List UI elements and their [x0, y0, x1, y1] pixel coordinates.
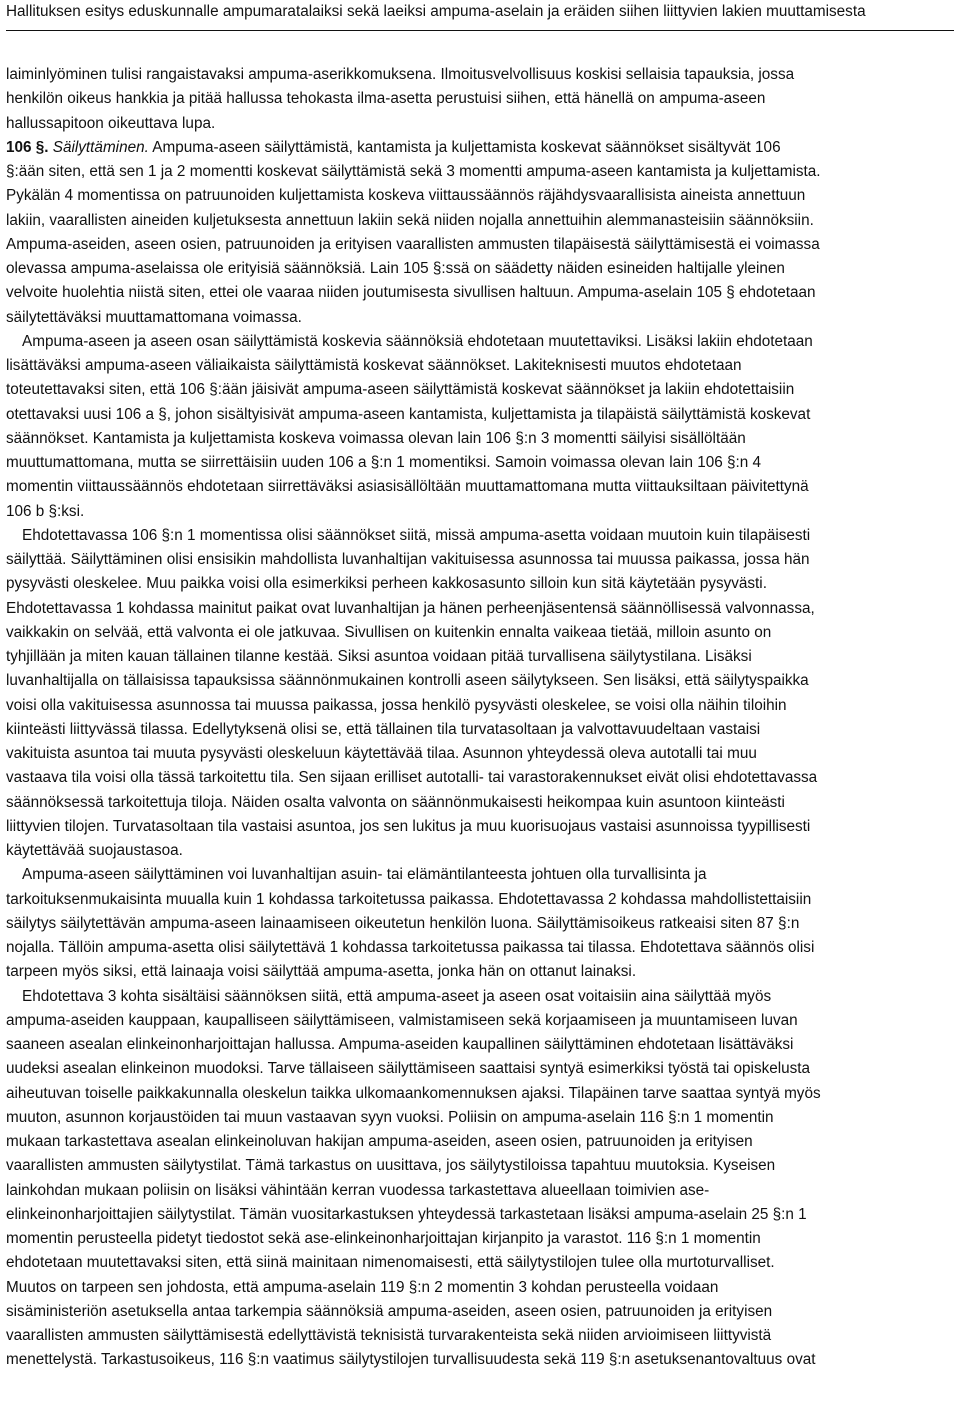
text-line: laiminlyöminen tulisi rangaistavaksi ampuma-aserikkomuksena. Ilmoitusvelvollisuus koskisi sellaisia tapauksia, jossa	[6, 66, 795, 83]
text-line: henkilön oikeus hankkia ja pitää hallussa tehokasta ilma-asetta perustuisi siihen, että hänellä on ampuma-aseen	[6, 90, 766, 108]
text-line: luvanhaltijalla on tällaisissa tapauksissa säännönmukainen kontrolli aseen säilytykseen. Sen lisäksi, että säilytyspaikka	[6, 672, 809, 690]
text-line: säilytettäväksi muuttamattomana voimassa.	[6, 308, 302, 326]
text-line: säilytys säilytettävän ampuma-aseen lainaamiseen oikeutetun henkilön luona. Säilyttämisoikeus ratkeaisi siten 87 §:n	[6, 914, 800, 932]
text-line: sisäministeriön asetuksella antaa tarkempia säännöksiä ampuma-aseiden, aseen osien, patruunoiden ja erityisen	[6, 1302, 773, 1320]
text-line: tyhjillään ja miten kauan tällainen tilanne kestää. Siksi asuntoa voidaan pitää turvallisena säilytystilana. Lisäksi	[6, 648, 752, 665]
document-title: Hallituksen esitys eduskunnalle ampumaratalaiksi sekä laeiksi ampuma-aselain ja eräiden siihen liittyvien lakien muuttamisesta	[6, 3, 866, 20]
text-line: momentin viittaussäännös ehdotetaan siirrettäväksi asiasisällöltään muuttamattomana mutta viittauksiltaan päivitettynä	[6, 478, 809, 496]
text-line: elinkeinonharjoittajien säilytystilat. Tämän vuositarkastuksen yhteydessä tarkastetaan lisäksi ampuma-aselain 25 §:n 1	[6, 1205, 807, 1223]
section-number: 106 §.	[6, 138, 49, 156]
text-line: käytettävää suojaustasoa.	[6, 842, 183, 859]
paragraph-start-line: Ehdotettavassa 106 §:n 1 momentissa olisi säännökset siitä, missä ampuma-asetta voidaan muutoin kuin tilapäisesti	[22, 526, 811, 544]
text-line: saaneen asealan elinkeinonharjoittajan hallussa. Ampuma-aseiden kaupallinen säilyttäminen ehdotetaan lisättäväksi	[6, 1036, 794, 1053]
text-line: uudeksi asealan elinkeinon muodoksi. Tarve tällaiseen säilyttämiseen saattaisi syntyä esimerkiksi työstä tai opiskelusta	[6, 1060, 811, 1078]
text-line: pysyvästi oleskelee. Muu paikka voisi olla esimerkiksi perheen kakkosasunto silloin kun sitä käytetään pysyvästi.	[6, 575, 767, 593]
text-line: muuton, asunnon korjaustöiden tai muun vastaavan syyn vuoksi. Poliisin on ampuma-aselain 116 §:n 1 momentin	[6, 1108, 774, 1126]
text-line: olevassa ampuma-aselaissa ole erityisiä säännöksiä. Lain 105 §:ssä on säädetty näiden esineiden haltijalle yleinen	[6, 260, 785, 277]
text-line: ampuma-aseiden kauppaan, kaupalliseen säilyttämiseen, valmistamiseen sekä korjaamiseen ja muuntamiseen luvan	[6, 1011, 798, 1029]
text-line: Ehdotettavassa 1 kohdassa mainitut paikat ovat luvanhaltijan ja hänen perheenjäsentensä säännöllisessä valvonnassa,	[6, 599, 815, 617]
text-line: tarpeen myös siksi, että lainaaja voisi säilyttää ampuma-asetta, jonka hän on ottanut lainaksi.	[6, 963, 637, 981]
text-line: voisi olla vakituisessa asunnossa tai muussa paikassa, jossa henkilö pysyvästi oleskelee, se voisi olla näihin tiloihin	[6, 696, 787, 714]
text-line: velvoite huolehtia niistä siten, ettei ole vaaraa niiden joutumisesta sivullisen haltuun. Ampuma-aselain 105 § ehdotetaan	[6, 284, 816, 302]
text-line: muuttumattomana, mutta se siirrettäisiin uuden 106 a §:n 1 momentiksi. Samoin voimassa olevan lain 106 §:n 4	[6, 454, 762, 471]
page-header	[0, 0, 960, 32]
text-line: Muutos on tarpeen sen johdosta, että ampuma-aselain 119 §:n 2 momentin 3 kohdan perusteella voidaan	[6, 1278, 719, 1296]
text-line: menettelystä. Tarkastusoikeus, 116 §:n vaatimus säilytystilojen turvallisuudesta sekä 119 §:n asetuksenantovaltuus ovat	[6, 1351, 816, 1369]
text-line: mukaan tarkastettava asealan elinkeinoluvan hakijan ampuma-aseiden, aseen osien, patruunoiden ja erityisen	[6, 1133, 753, 1150]
header-divider	[6, 30, 954, 31]
text-line: nojalla. Tällöin ampuma-asetta olisi säilytettävä 1 kohdassa tarkoitetussa paikassa tai tilassa. Ehdotettava säännös olisi	[6, 939, 815, 956]
text-line: lisättäväksi ampuma-aseen väliaikaista säilyttämistä koskevat säännökset. Lakiteknisesti muutos ehdotetaan	[6, 357, 742, 374]
text-line: Ampuma-aseen säilyttämistä, kantamista ja kuljettamista koskevat säännökset sisältyvät 106	[152, 138, 781, 156]
text-line: Ampuma-aseiden, aseen osien, patruunoiden ja erityisen vaarallisten ammusten tilapäisestä säilyttämisestä ei voimassa	[6, 235, 820, 253]
text-line: otettavaksi uusi 106 a §, johon sisältyisivät ampuma-aseen kantamista, kuljettamista ja tilapäistä säilyttämistä koskevat	[6, 405, 811, 423]
text-line: vaikkakin on selvää, että valvonta ei ole jatkuvaa. Sivullisen on kuitenkin ennalta vaikeaa tietää, milloin asunto on	[6, 623, 772, 641]
text-line: säännökset. Kantamista ja kuljettamista koskeva voimassa olevan lain 106 §:n 3 momentti säilyisi sisällöltään	[6, 429, 746, 447]
text-line: 106 b §:ksi.	[6, 502, 85, 520]
text-line: tarkoituksenmukaisinta muualla kuin 1 kohdassa tarkoitetussa paikassa. Ehdotettavassa 2 kohdassa mahdollistettaisiin	[6, 890, 812, 908]
text-line: liittyvien tilojen. Turvatasoltaan tila vastaisi asuntoa, jos sen lukitus ja muu kuorisuojaus vastaisi asunnoissa tyypillisesti	[6, 817, 811, 835]
text-line: säilyttää. Säilyttäminen olisi ensisikin mahdollista luvanhaltijan vakituisessa asunnossa tai muussa paikassa, jossa hän	[6, 551, 810, 568]
text-line: momentin perusteella pidetyt tiedostot sekä ase-elinkeinonharjoittajan kirjanpito ja varastot. 116 §:n 1 momentin	[6, 1230, 761, 1247]
text-line: vakituista asuntoa tai muuta pysyvästi oleskeluun käytettävää tilaa. Asunnon yhteydessä oleva autotalli tai muu	[6, 745, 757, 762]
text-line: §:ään siten, että sen 1 ja 2 momentti koskevat säilyttämistä sekä 3 momentti ampuma-aseen kantamista ja kuljettamista.	[6, 163, 821, 180]
text-line: lakiin, vaarallisten aineiden kuljetuksesta annettuun lakiin sekä niiden nojalla annettuihin alemmanasteisiin säännöksiin.	[6, 211, 814, 229]
text-line: vastaava tila voisi olla tässä tarkoitettu tila. Sen sijaan erilliset autotalli- tai varastorakennukset eivät olisi ehdotettavassa	[6, 769, 818, 787]
paragraph-start-line: Ehdotettava 3 kohta sisältäisi säännöksen siitä, että ampuma-aseet ja aseen osat voitaisiin aina säilyttää myös	[22, 987, 772, 1005]
text-line: hallussapitoon oikeuttava lupa.	[6, 114, 216, 132]
text-line: toteutettavaksi siten, että 106 §:ään jäisivät ampuma-aseen säilyttämistä koskevat säännökset ja lakiin ehdotettaisiin	[6, 381, 795, 399]
section-heading: Säilyttäminen.	[52, 138, 149, 156]
section-first-line	[6, 136, 954, 160]
text-line	[6, 1397, 954, 1421]
text-line: vaarallisten ammusten säilyttämisestä edellyttävistä teknisistä turvarakenteista sekä niiden arvioimiseen liittyvistä	[6, 1327, 772, 1344]
text-line: Pykälän 4 momentissa on patruunoiden kuljettamista koskeva viittaussäännös räjähdysvaarallisista aineista annettuun	[6, 187, 806, 205]
paragraph-start-line: Ampuma-aseen ja aseen osan säilyttämistä koskevia säännöksiä ehdotetaan muutettaviksi. Lisäksi lakiin ehdotetaan	[22, 332, 813, 350]
text-line: aiheutuvan toiselle paikkakunnalla oleskelun taikka ulkomaankomennuksen ajaksi. Tilapäinen tarve saattaa syntyä myös	[6, 1084, 821, 1102]
text-line: vaarallisten ammusten säilytystilat. Tämä tarkastus on uusittava, jos säilytystiloissa tapahtuu muutoksia. Kyseisen	[6, 1157, 776, 1175]
document-body	[6, 63, 954, 1421]
text-line: ehdotetaan muutettavaksi siten, että siinä mainitaan nimenomaisesti, että säilytystilojen tulee olla murtoturvalliset.	[6, 1254, 775, 1272]
paragraph-start-line: Ampuma-aseen säilyttäminen voi luvanhaltijan asuin- tai elämäntilanteesta johtuen olla turvallisinta ja	[22, 866, 707, 884]
text-line: säännöksessä tarkoitettuja tiloja. Näiden osalta valvonta on säännönmukaisesti heikompaa kuin asuntoon kiinteästi	[6, 793, 785, 811]
text-line: lainkohdan mukaan poliisin on lisäksi vähintään kerran vuodessa tarkastettava alueellaan toimivien ase-	[6, 1181, 710, 1199]
text-line: kiinteästi liittyvässä tilassa. Edellytyksenä olisi se, että tällainen tila turvatasoltaan ja valvottavuudeltaan vastaisi	[6, 720, 761, 738]
text-line	[6, 1373, 954, 1397]
